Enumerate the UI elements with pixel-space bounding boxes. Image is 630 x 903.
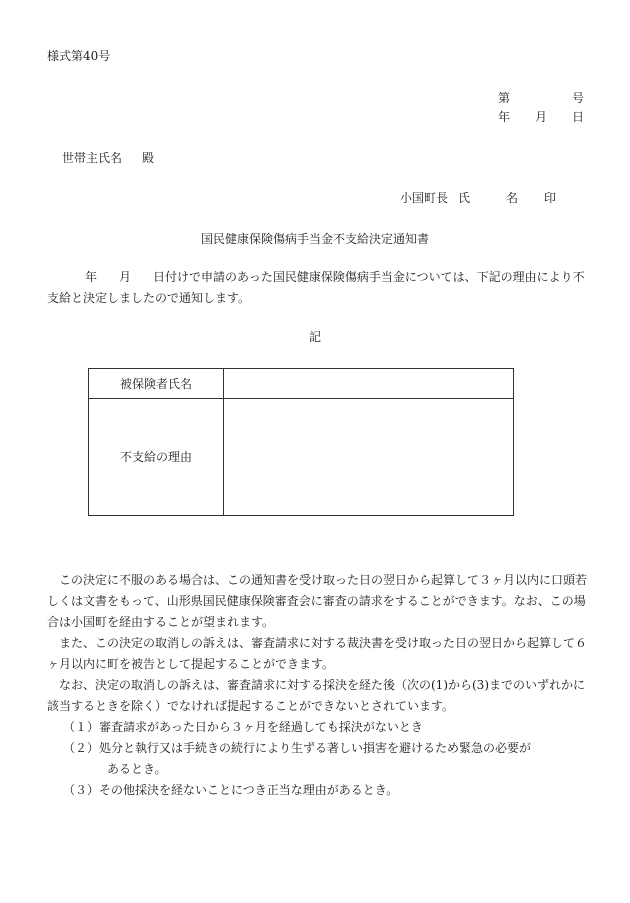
addressee [62,152,154,164]
table-row [89,369,514,399]
date-month: 月 [534,110,547,124]
insured-name-label: 被保険者氏名 [89,369,224,399]
number-suffix: 号 [571,91,584,105]
table-row [89,399,514,516]
info-table [88,368,514,516]
note-paragraph-1: この決定に不服のある場合は、この通知書を受け取った日の翌日から起算して３ヶ月以内に口頭若しくは文書をもって、山形県国民健康保険審査会に審査の請求をすることができます。なお、この場合は小国町を経由することが望まれます。 [47,573,588,629]
note-paragraph-2: また、この決定の取消しの訴えは、審査請求に対する裁決書を受け取った日の翌日から起算して６ヶ月以内に町を被告として提起することができます。 [47,636,588,671]
document-date [498,111,584,123]
issuer-name-1: 氏 [458,191,471,205]
addressee-honorific: 殿 [142,151,155,165]
date-day: 日 [571,110,584,124]
reason-label: 不支給の理由 [89,399,224,516]
item-text: 審査請求があった日から３ヶ月を経過しても採決がないとき [99,720,423,734]
insured-name-value [224,369,514,399]
date-year: 年 [498,110,511,124]
item-number: （１） [63,720,100,734]
note-paragraph-3: なお、決定の取消しの訴えは、審査請求に対する採決を経た後（次の(1)から(3)までのいずれかに該当するときを除く）でなければ提起することができないとされています。 [47,678,585,713]
intro-text: 日付けで申請のあった国民健康保険傷病手当金については、下記の理由により不支給と決定しましたので通知します。 [47,270,585,305]
reason-value [224,399,514,516]
notes-section [47,570,592,801]
form-number: 様式第40号 [47,49,111,63]
number-prefix: 第 [498,91,511,105]
intro-paragraph [47,267,587,309]
intro-month: 月 [119,270,132,284]
list-item [47,780,592,801]
item-text: 処分と執行又は手続きの続行により生ずる著しい損害を避けるため緊急の必要が [99,741,532,755]
issuer-title: 小国町長 [400,191,449,205]
list-item [47,717,592,738]
list-item [47,738,592,780]
item-number: （２） [63,741,100,755]
document-number [498,92,584,104]
issuer-name-2: 名 [506,191,519,205]
intro-year: 年 [85,270,98,284]
ki-label: 記 [308,330,321,344]
issuer-seal: 印 [544,191,557,205]
document-title: 国民健康保険傷病手当金不支給決定通知書 [200,232,429,246]
item-text: その他採決を経ないことにつき正当な理由があるとき。 [99,783,399,797]
addressee-label: 世帯主氏名 [62,151,123,165]
item-continuation: あるとき。 [107,762,167,776]
item-number: （３） [63,783,100,797]
issuer [400,192,556,204]
